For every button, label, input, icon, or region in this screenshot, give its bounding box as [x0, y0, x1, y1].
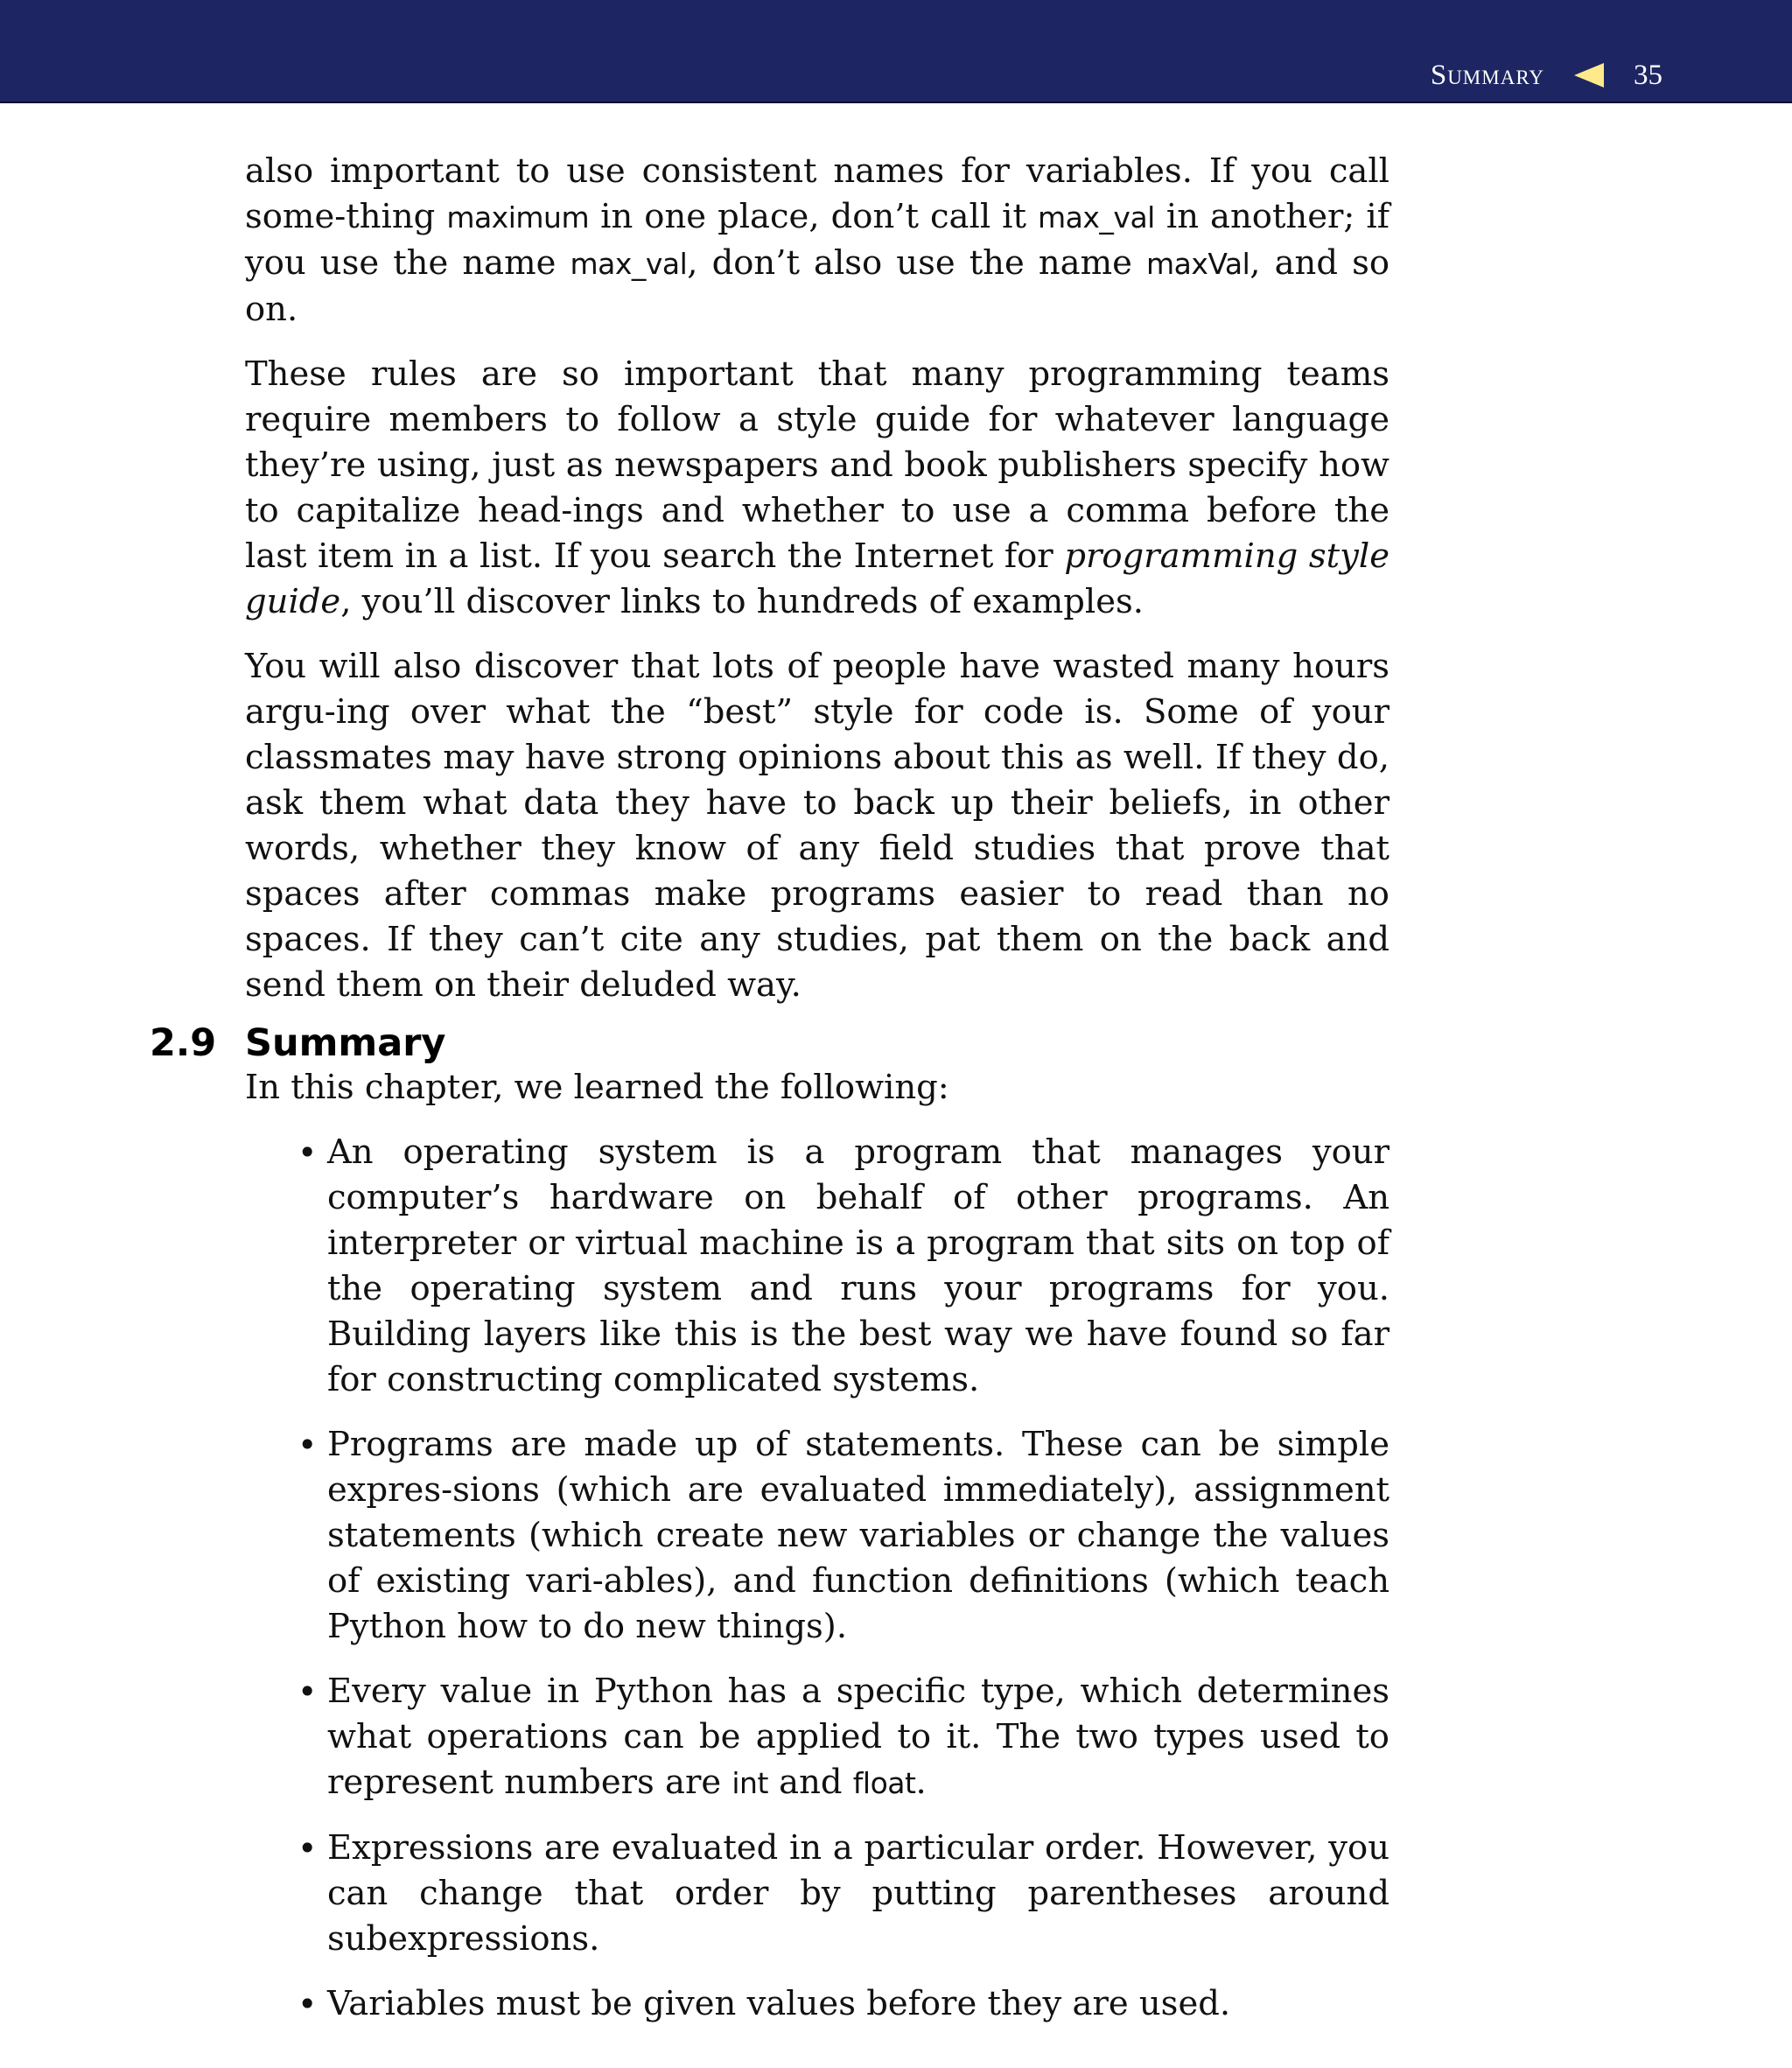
- inline-code-int: int: [732, 1766, 768, 1800]
- paragraph-text: in one place, don’t call it: [589, 197, 1039, 236]
- italic-search-phrase: programming style guide: [245, 536, 1390, 621]
- bullet-text: Every value in Python has a specific type, which determines what operations can be applied to it. The two types used to represent numbers are: [327, 1672, 1390, 1802]
- bullet-text: .: [915, 1763, 927, 1802]
- paragraph-text: These rules are so important that many programming teams require members to follow a style guide for whatever language they’re using, just as newspapers and book publishers specify how to capitalize head-ings and whether to use a comma before the last item in a list. If you search the Internet for: [245, 354, 1390, 576]
- bullet-dot-icon: •: [298, 1829, 318, 1868]
- paragraph-text: , and so on.: [245, 243, 1390, 329]
- bullet-text: An operating system is a program that manages your computer’s hardware on behalf of other programs. An interpreter or virtual machine is a program that sits on top of the operating system and runs your programs for you. Building layers like this is the best way we have found so far for constructing complicated systems.: [327, 1132, 1390, 1399]
- bullet-text: Variables must be given values before they are used.: [327, 1984, 1231, 2023]
- paragraph-text: in another; if you use the name: [245, 197, 1390, 283]
- bullet-dot-icon: •: [298, 1985, 318, 2023]
- bullet-dot-icon: •: [298, 1672, 318, 1711]
- page-header-band: [0, 0, 1792, 103]
- bullet-text: Programs are made up of statements. These can be simple expres-sions (which are evaluated immediately), assignment statements (which create new variables or change the values of existing vari-ables), and function definitions (which teach Python how to do new things).: [327, 1425, 1390, 1646]
- running-head: [1431, 54, 1662, 96]
- inline-code-max-val-second: max_val: [570, 247, 688, 281]
- summary-bullet-statements: [298, 1422, 1390, 1650]
- summary-intro: In this chapter, we learned the following:: [245, 1068, 949, 1107]
- inline-code-maxval: maxVal: [1145, 247, 1250, 281]
- bullet-text: Expressions are evaluated in a particular order. However, you can change that order by putting parentheses around subexpressions.: [327, 1828, 1390, 1959]
- paragraph-style-arguments: You will also discover that lots of people have wasted many hours argu-ing over what the “best” style for code is. Some of your classmates may have strong opinions about this as well. If they do, ask them what data they have to back up their beliefs, in other words, whether they know of any field studies that prove that spaces after commas make programs easier to read than no spaces. If they can’t cite any studies, pat them on the back and send them on their deluded way.: [245, 647, 1390, 1005]
- paragraph-text: , don’t also use the name: [687, 243, 1146, 283]
- bullet-dot-icon: •: [298, 1133, 318, 1172]
- inline-code-float: float: [852, 1766, 916, 1800]
- page-number: 35: [1634, 59, 1662, 91]
- summary-bullet-variables: [298, 1981, 1390, 2027]
- summary-bullet-operating-system: [298, 1130, 1390, 1403]
- paragraph-text: also important to use consistent names for variables. If you call some-thing: [245, 151, 1390, 236]
- bullet-text: and: [767, 1763, 853, 1802]
- summary-bullet-types: [298, 1669, 1390, 1806]
- inline-code-maximum: maximum: [446, 200, 590, 235]
- inline-code-max-val: max_val: [1038, 200, 1155, 235]
- section-title: Summary: [245, 1020, 446, 1065]
- main-body-text: [245, 149, 1390, 1008]
- left-triangle-icon: [1574, 63, 1604, 88]
- summary-bullet-list: [245, 1130, 1390, 2027]
- running-head-title: Summary: [1430, 59, 1544, 91]
- paragraph-text: , you’ll discover links to hundreds of examples.: [340, 582, 1144, 621]
- paragraph-consistent-names: [245, 149, 1390, 333]
- section-heading-summary: [150, 1017, 445, 1069]
- summary-bullet-expressions: [298, 1826, 1390, 1962]
- summary-section: [245, 1065, 1390, 2046]
- paragraph-style-guides: [245, 352, 1390, 625]
- bullet-dot-icon: •: [298, 1426, 318, 1464]
- section-number: 2.9: [150, 1020, 217, 1065]
